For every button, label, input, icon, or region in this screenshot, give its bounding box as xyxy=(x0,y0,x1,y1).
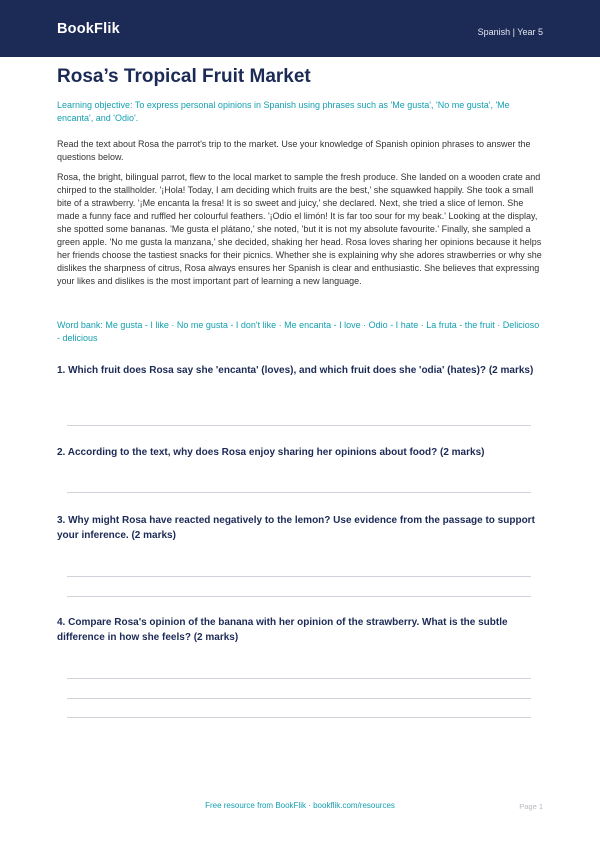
answer-line[interactable] xyxy=(67,717,531,718)
question-1: 1. Which fruit does Rosa say she 'encanta' (loves), and which fruit does she 'odia' (hates)? (2 marks) xyxy=(57,365,534,376)
page-number: Page 1 xyxy=(519,802,543,811)
answer-line[interactable] xyxy=(67,596,531,597)
brand-logo[interactable]: BookFlik xyxy=(57,21,120,37)
instructions-text: Read the text about Rosa the parrot's trip to the market. Use your knowledge of Spanish opinion phrases to answer the questions below. xyxy=(57,139,531,162)
footer-resource-link[interactable]: Free resource from BookFlik · bookflik.com/resources xyxy=(205,801,395,810)
answer-line[interactable] xyxy=(67,425,531,426)
question-2: 2. According to the text, why does Rosa enjoy sharing her opinions about food? (2 marks) xyxy=(57,447,485,458)
learning-objective: Learning objective: To express personal opinions in Spanish using phrases such as 'Me gusta', 'No me gusta', 'Me encanta', and 'Odio'. xyxy=(57,100,510,123)
answer-line[interactable] xyxy=(67,678,531,679)
answer-line[interactable] xyxy=(67,698,531,699)
answer-line[interactable] xyxy=(67,576,531,577)
header-bar xyxy=(0,0,600,57)
question-4: 4. Compare Rosa's opinion of the banana with her opinion of the strawberry. What is the subtle difference in how she feels? (2 marks) xyxy=(57,617,508,643)
worksheet-title: Rosa’s Tropical Fruit Market xyxy=(57,66,311,87)
word-bank: Word bank: Me gusta - I like · No me gusta - I don't like · Me encanta - I love · Odio - I hate · La fruta - the fruit · Delicioso - delicious xyxy=(57,320,540,343)
subject-year-label: Spanish | Year 5 xyxy=(477,27,543,37)
answer-line[interactable] xyxy=(67,492,531,493)
reading-passage: Rosa, the bright, bilingual parrot, flew to the local market to sample the fresh produce. She landed on a wooden crate and chirped to the stallholder. '¡Hola! Today, I am deciding which fruits are the best,' she squawked happily. She took a small bite of a strawberry. '¡Me encanta la fresa! It is so sweet and juicy,' she declared. Next, she tried a slice of lemon. She made a funny face and ruffled her colourful feathers. '¡Odio el limón! It is far too sour for my beak.' Looking at the display, she spotted some bananas. 'Me gusta el plátano,' she noted, 'but it is not my absolute favourite.' Finally, she sampled a green apple. 'No me gusta la manzana,' she decided, shaking her head. Rosa loves sharing her opinions because it helps her friends choose the tastiest snacks for their picnics. Whether she is explaining why she adores strawberries or why she dislikes the sharpness of citrus, Rosa always ensures her Spanish is clear and enthusiastic. She believes that expressing your likes and dislikes is the most important part of learning a new language. xyxy=(57,172,542,286)
question-3: 3. Why might Rosa have reacted negatively to the lemon? Use evidence from the passage to support your inference. (2 marks) xyxy=(57,515,535,541)
